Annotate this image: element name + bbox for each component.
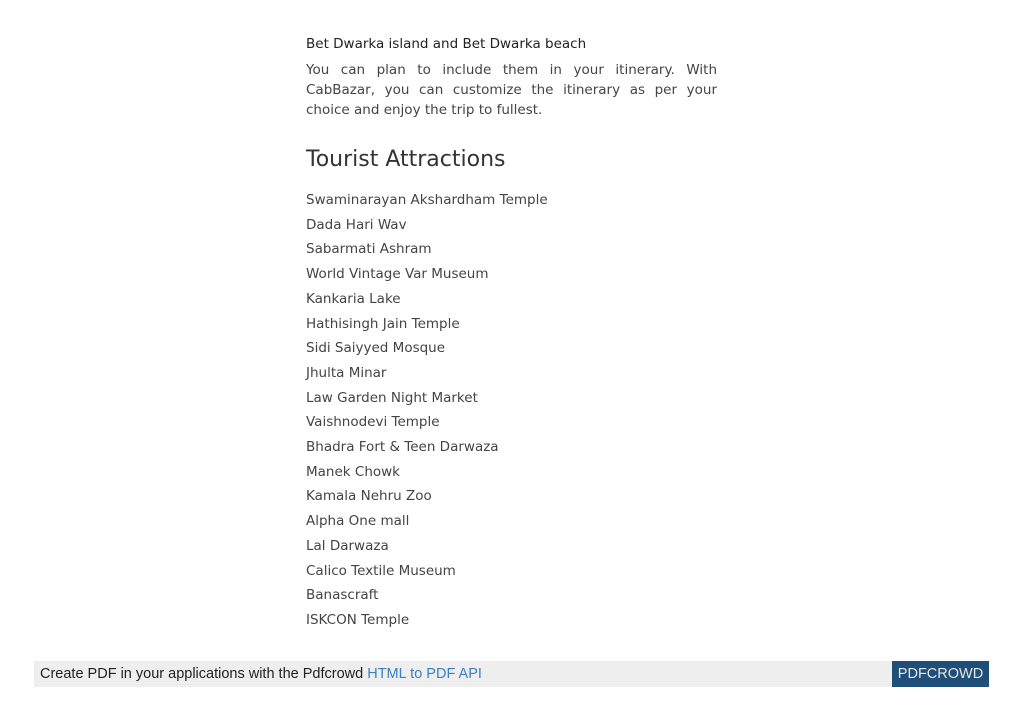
list-item: Calico Textile Museum — [306, 562, 456, 579]
list-item: Law Garden Night Market — [306, 389, 478, 406]
list-item: Hathisingh Jain Temple — [306, 315, 460, 332]
section-title: Tourist Attractions — [306, 147, 506, 172]
list-item: Bhadra Fort & Teen Darwaza — [306, 439, 499, 456]
footer-prefix: Create PDF in your applications with the Pdfcrowd — [40, 666, 368, 682]
document-content — [306, 35, 717, 633]
list-item: Kankaria Lake — [306, 290, 401, 307]
intro-heading: Bet Dwarka island and Bet Dwarka beach — [306, 36, 587, 52]
list-item: Lal Darwaza — [306, 537, 389, 554]
list-item: Sabarmati Ashram — [306, 241, 432, 258]
pdfcrowd-brand-button[interactable]: PDFCROWD — [892, 661, 989, 687]
list-item: Banascraft — [306, 587, 379, 604]
list-item: Jhulta Minar — [306, 364, 387, 381]
list-item: Kamala Nehru Zoo — [306, 488, 432, 505]
list-item: Manek Chowk — [306, 463, 400, 480]
intro-paragraph: You can plan to include them in your itinerary. With CabBazar, you can customize the itinerary as per your choice and enjoy the trip to fullest. — [306, 62, 717, 118]
html-to-pdf-api-link[interactable]: HTML to PDF API — [367, 666, 482, 682]
list-item: Dada Hari Wav — [306, 216, 407, 233]
list-item: ISKCON Temple — [306, 611, 410, 628]
pdfcrowd-footer — [34, 661, 989, 687]
list-item: Vaishnodevi Temple — [306, 414, 440, 431]
list-item: Sidi Saiyyed Mosque — [306, 340, 446, 357]
list-item: Alpha One mall — [306, 513, 410, 530]
list-item: Swaminarayan Akshardham Temple — [306, 192, 548, 208]
attractions-list — [306, 188, 717, 633]
footer-text — [40, 661, 482, 687]
list-item: World Vintage Var Museum — [306, 266, 489, 283]
